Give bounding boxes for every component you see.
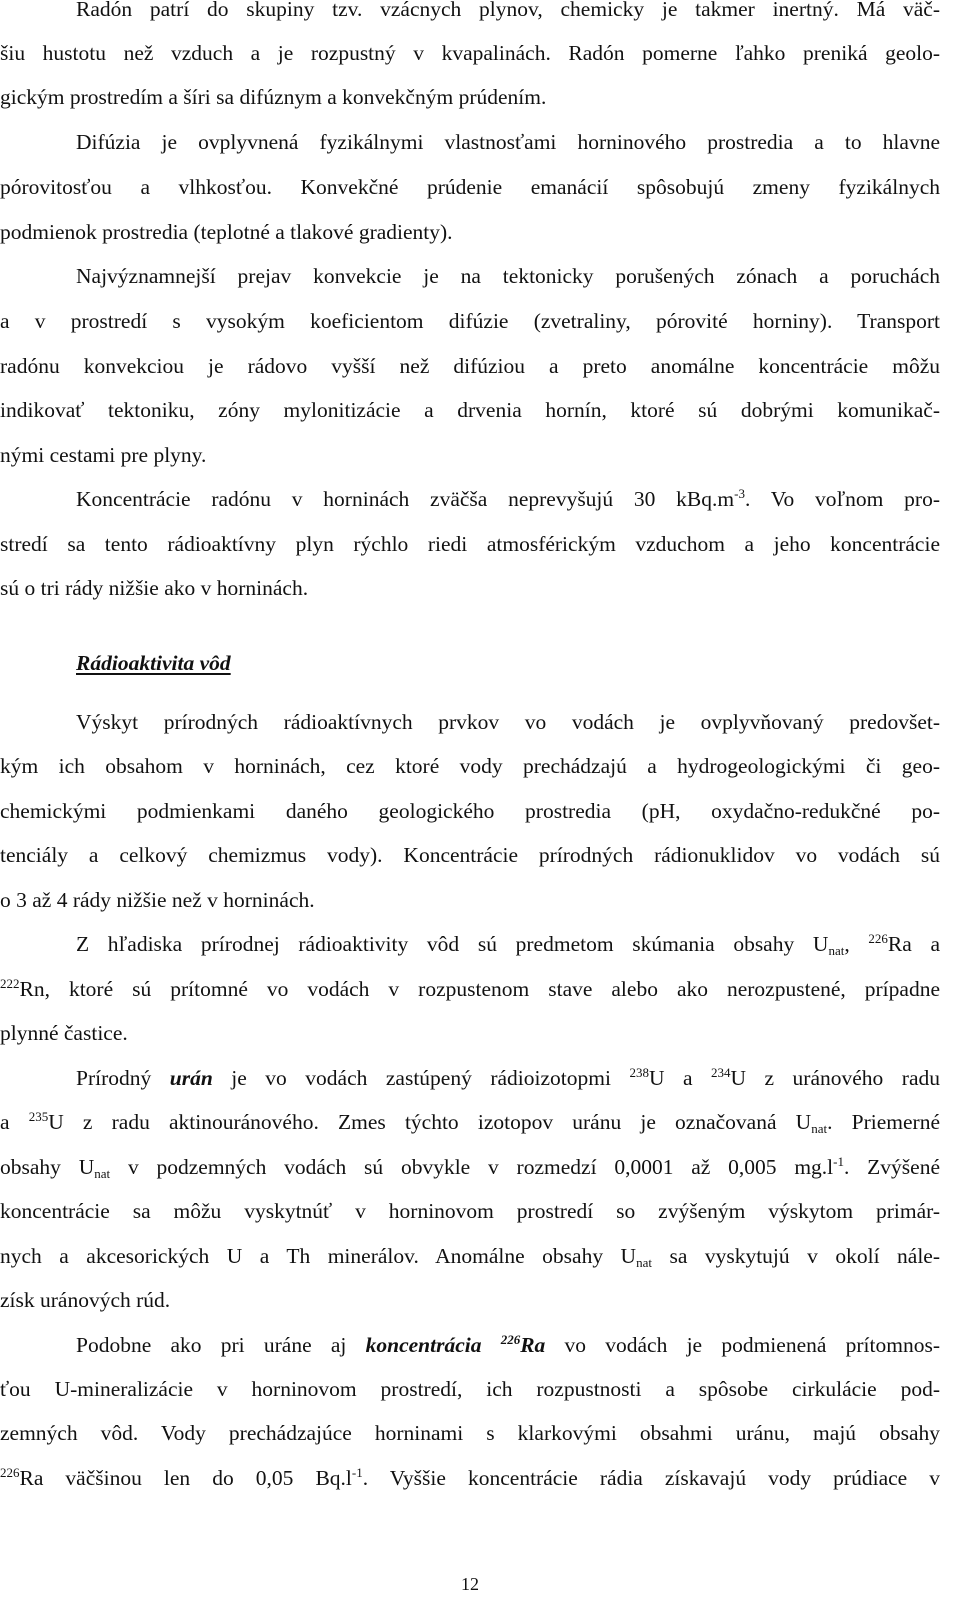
paragraph-line: Radón patrí do skupiny tzv. vzácnych plynov, chemicky je takmer inertný. Má väč- <box>76 0 940 21</box>
paragraph-line: gickým prostredím a šíri sa difúznym a konvekčným prúdením. <box>0 85 547 109</box>
paragraph-line: Najvýznamnejší prejav konvekcie je na tektonicky porušených zónach a poruchách <box>76 264 940 288</box>
paragraph-line: Difúzia je ovplyvnená fyzikálnymi vlastnosťami horninového prostredia a to hlavne <box>76 130 940 154</box>
paragraph-line: plynné častice. <box>0 1021 128 1045</box>
paragraph-line: koncentrácie sa môžu vyskytnúť v horninovom prostredí so zvýšeným výskytom primár- <box>0 1199 940 1223</box>
paragraph-line: indikovať tektoniku, zóny mylonitizácie a drvenia hornín, ktoré sú dobrými komunikač- <box>0 398 940 422</box>
paragraph-line: získ uránových rúd. <box>0 1288 171 1312</box>
paragraph-line: nými cestami pre plyny. <box>0 443 207 467</box>
paragraph-line: tenciály a celkový chemizmus vody). Koncentrácie prírodných rádionuklidov vo vodách sú <box>0 843 940 867</box>
paragraph-line: Koncentrácie radónu v horninách zväčša neprevyšujú 30 $kBq.m^{-3}$. Vo voľnom pro- <box>76 486 940 511</box>
paragraph-line: stredí sa tento rádioaktívny plyn rýchlo riedi atmosférickým vzduchom a jeho koncentrácie <box>0 532 940 556</box>
paragraph-line: Z hľadiska prírodnej rádioaktivity vôd sú predmetom skúmania obsahy $U_{nat}$, $^{226}$Ra a <box>76 931 940 958</box>
section-heading: Rádioaktivita vôd <box>76 651 231 675</box>
paragraph-line: sú o tri rády nižšie ako v horninách. <box>0 576 309 600</box>
paragraph-line: nych a akcesorických U a Th minerálov. Anomálne obsahy $U_{nat}$ sa vyskytujú v okolí nále- <box>0 1244 940 1270</box>
paragraph-line: obsahy $U_{nat}$ v podzemných vodách sú obvykle v rozmedzí 0,0001 až 0,005 $mg.l^{-1}$. Zvýšené <box>0 1154 941 1181</box>
paragraph-line: radónu konvekciou je rádovo vyšší než difúziou a preto anomálne koncentrácie môžu <box>0 354 940 378</box>
paragraph-line: $^{222}$Rn, ktoré sú prítomné vo vodách v rozpustenom stave alebo ako nerozpustené, prípadne <box>0 976 940 1001</box>
page-number: 12 <box>461 1574 479 1594</box>
paragraph-line: a $^{235}$U z radu aktinouránového. Zmes týchto izotopov uránu je označovaná $U_{nat}$. Priemerné <box>0 1109 941 1136</box>
paragraph-line: zemných vôd. Vody prechádzajúce horninami s klarkovými obsahmi uránu, majú obsahy <box>0 1421 940 1445</box>
paragraph-line: Podobne ako pri uráne aj koncentrácia $^{226}$Ra vo vodách je podmienená prítomnos- <box>76 1332 940 1357</box>
paragraph-line: chemickými podmienkami daného geologického prostredia (pH, oxydačno-redukčné po- <box>0 799 940 823</box>
paragraph-line: Výskyt prírodných rádioaktívnych prvkov vo vodách je ovplyvňovaný predovšet- <box>76 710 940 734</box>
paragraph-line: Prírodný urán je vo vodách zastúpený rádioizotopmi $^{238}$U a $^{234}$U z uránového radu <box>76 1065 940 1090</box>
paragraph-line: o 3 až 4 rády nižšie než v horninách. <box>0 888 315 912</box>
paragraph-line: kým ich obsahom v horninách, cez ktoré vody prechádzajú a hydrogeologickými či geo- <box>0 754 940 778</box>
paragraph-line: $^{226}$Ra väčšinou len do 0,05 $Bq.l^{-1}$. Vyššie koncentrácie rádia získavajú vody prúdiace v <box>0 1465 940 1490</box>
paragraph-line: ťou U-mineralizácie v horninovom prostredí, ich rozpustnosti a spôsobe cirkulácie pod- <box>0 1377 940 1401</box>
paragraph-line: podmienok prostredia (teplotné a tlakové gradienty). <box>0 220 453 244</box>
paragraph-line: a v prostredí s vysokým koeficientom difúzie (zvetraliny, pórovité horniny). Transport <box>0 309 940 333</box>
paragraph-line: šiu hustotu než vzduch a je rozpustný v kvapalinách. Radón pomerne ľahko preniká geolo- <box>0 41 940 65</box>
paragraph-line: pórovitosťou a vlhkosťou. Konvekčné prúdenie emanácií spôsobujú zmeny fyzikálnych <box>0 175 940 199</box>
